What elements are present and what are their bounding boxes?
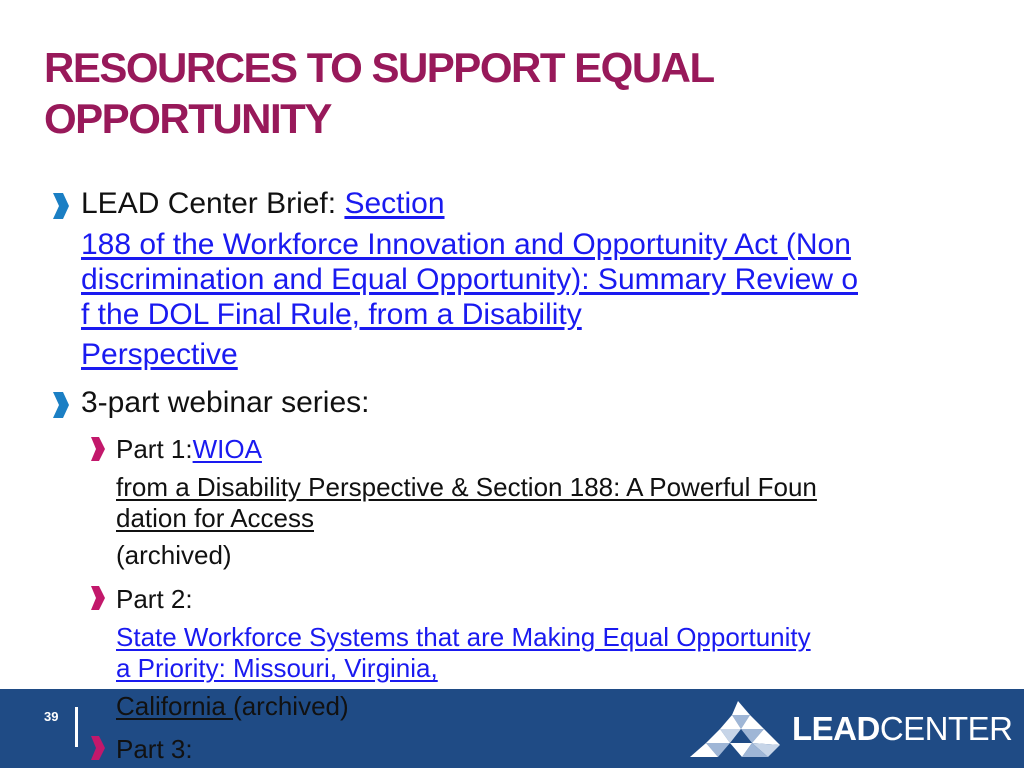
lead-center-logo-icon (686, 699, 786, 761)
logo-word-center: CENTER (879, 710, 1013, 747)
section-188-brief-link-line-2[interactable]: 188 of the Workforce Innovation and Opportunity Act (Non (81, 228, 851, 261)
chevron-right-icon (90, 735, 106, 761)
part-2-last-line (116, 691, 349, 722)
lead-center-wordmark (792, 709, 1013, 749)
part-2-prefix: Part 2: (116, 584, 193, 614)
chevron-right-icon (51, 390, 71, 420)
part-1-link-line-2[interactable]: from a Disability Perspective & Section 188: A Powerful Foun (116, 472, 817, 502)
section-188-brief-link-line-1[interactable]: Section (344, 187, 445, 220)
part-3-prefix: Part 3: (116, 734, 193, 764)
bullet-lead-brief-prefix: LEAD Center Brief: (81, 187, 345, 220)
page-number: 39 (44, 709, 59, 724)
footer-divider (75, 707, 78, 747)
section-188-brief-link-line-4[interactable]: f the DOL Final Rule, from a Disability (81, 298, 582, 331)
section-188-brief-link-line-3[interactable]: discrimination and Equal Opportunity): Summary Review o (81, 263, 858, 296)
part-2-suffix: (archived) (233, 691, 349, 721)
part-2-link-line-3[interactable]: California (116, 691, 234, 721)
slide-title-line-1: RESOURCES TO SUPPORT EQUAL (44, 44, 714, 91)
bullet-webinar-series: 3-part webinar series: (81, 386, 370, 419)
part-1-link-line-1[interactable]: WIOA (192, 434, 262, 464)
part-1-suffix: (archived) (116, 540, 232, 570)
chevron-right-icon (51, 191, 71, 221)
slide-title-line-2: OPPORTUNITY (44, 95, 331, 142)
part-1-item (116, 434, 262, 465)
logo-word-lead: LEAD (792, 710, 880, 747)
part-2-link-line-2[interactable]: a Priority: Missouri, Virginia, (116, 653, 438, 683)
part-1-prefix: Part 1: (116, 434, 193, 464)
part-1-link-line-3[interactable]: dation for Access (116, 503, 314, 533)
slide-title (44, 42, 984, 144)
chevron-right-icon (90, 585, 106, 611)
part-2-link-line-1[interactable]: State Workforce Systems that are Making Equal Opportunity (116, 622, 811, 652)
chevron-right-icon (90, 436, 106, 462)
section-188-brief-link-line-5[interactable]: Perspective (81, 338, 238, 371)
bullet-lead-brief (81, 187, 445, 221)
part-1-archived-label (116, 540, 232, 571)
